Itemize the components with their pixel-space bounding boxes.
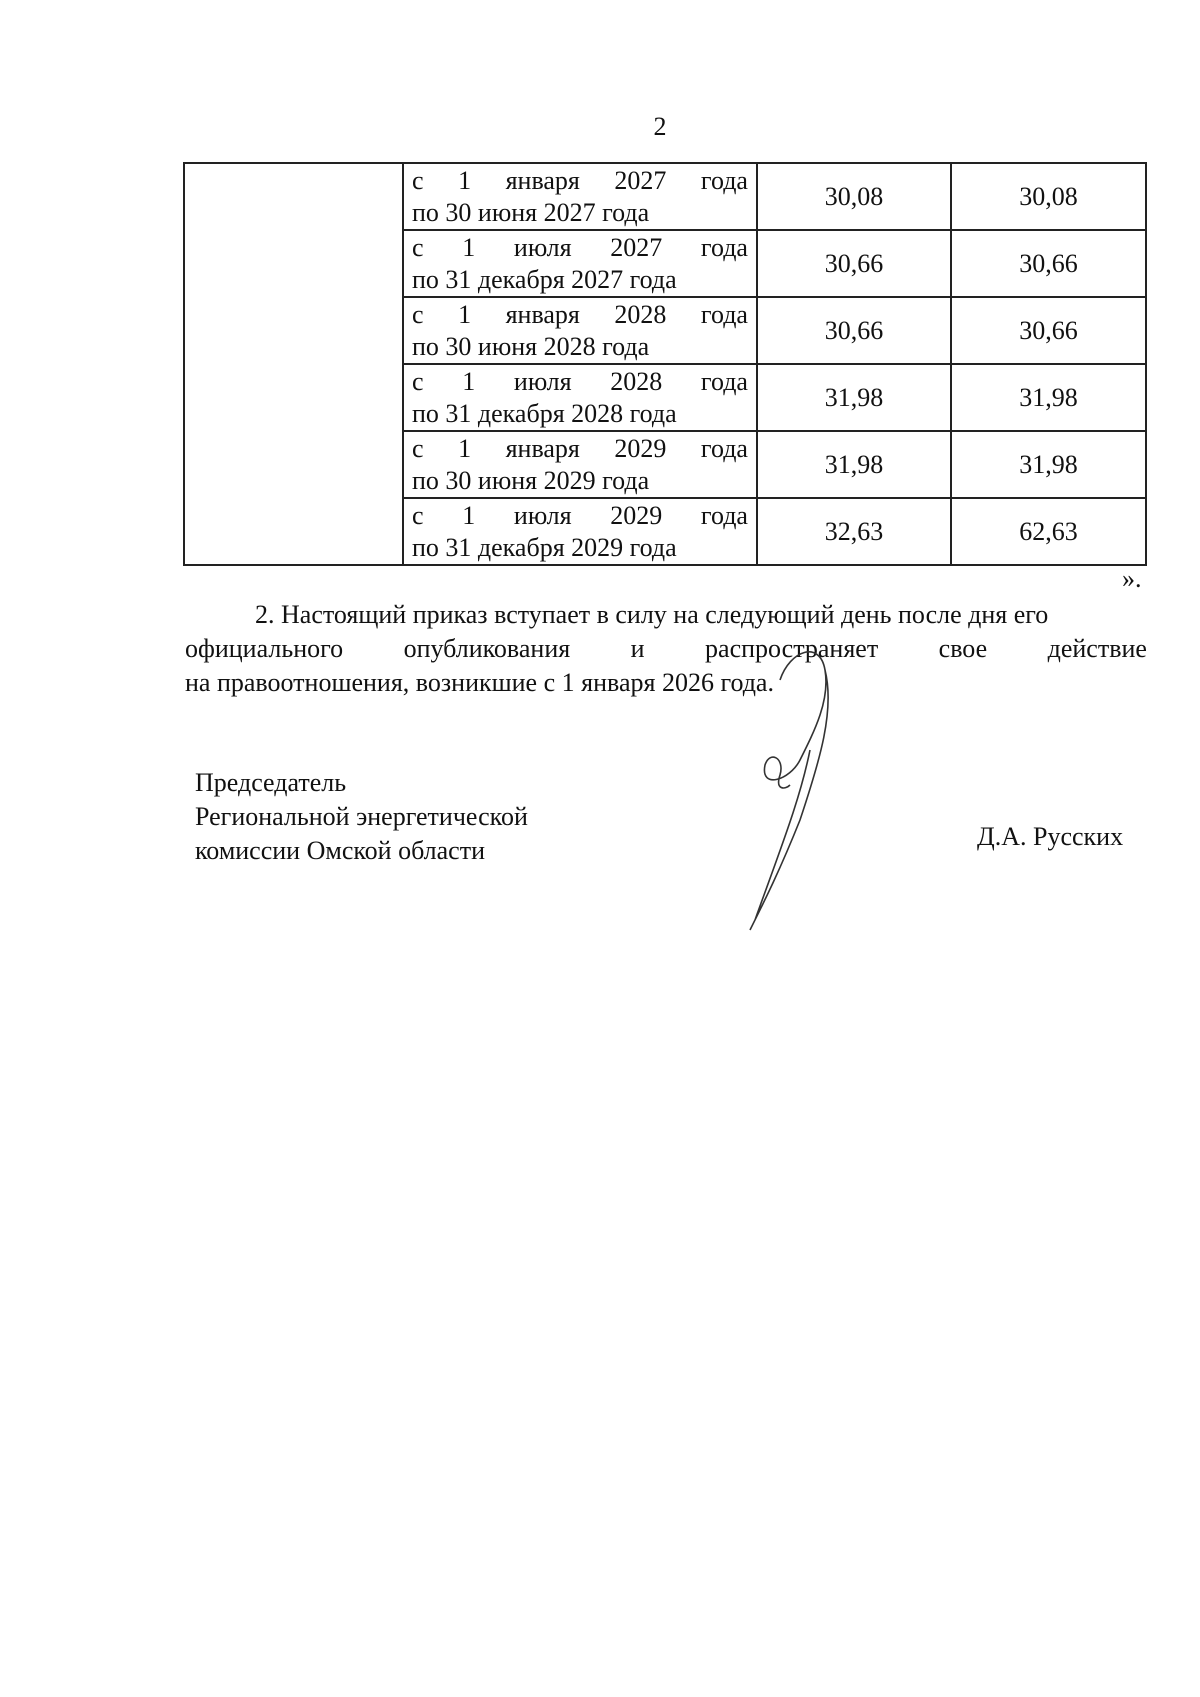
paragraph-line-2 xyxy=(185,632,1147,666)
tariff-value-2: 31,98 xyxy=(951,431,1146,498)
closing-quote: ». xyxy=(1122,564,1142,593)
period-start-word: 2029 xyxy=(614,433,667,463)
period-start xyxy=(412,165,748,197)
paragraph-word: свое xyxy=(938,634,988,663)
tariff-value-1: 32,63 xyxy=(757,498,951,565)
tariff-value-2: 30,08 xyxy=(951,163,1146,230)
tariff-value-1: 30,66 xyxy=(757,230,951,297)
period-start-word: 1 xyxy=(462,366,476,396)
period-start-word: 2027 xyxy=(614,165,667,195)
paragraph-line-1: 2. Настоящий приказ вступает в силу на следующий день после дня его xyxy=(255,600,1049,629)
period-end: по 30 июня 2029 года xyxy=(412,465,650,495)
tariff-table xyxy=(183,162,1147,566)
period-start-word: года xyxy=(700,433,748,463)
period-cell xyxy=(403,163,757,230)
period-cell xyxy=(403,230,757,297)
period-cell xyxy=(403,431,757,498)
period-start-word: года xyxy=(700,366,748,396)
period-start-word: января xyxy=(505,433,580,463)
tariff-value-1: 30,08 xyxy=(757,163,951,230)
period-start-word: с xyxy=(412,165,424,195)
period-start-word: января xyxy=(505,165,580,195)
signatory-title-line-1: Председатель xyxy=(195,768,347,797)
period-start-word: июля xyxy=(513,366,572,396)
tariff-value-1: 31,98 xyxy=(757,431,951,498)
paragraph-word: действие xyxy=(1047,634,1147,663)
period-start-word: 1 xyxy=(458,299,472,329)
effective-date-paragraph xyxy=(185,598,1147,700)
period-start-word: 1 xyxy=(462,232,476,262)
period-start-word: 2028 xyxy=(610,366,663,396)
period-start-word: года xyxy=(700,232,748,262)
period-start xyxy=(412,366,748,398)
period-start-word: с xyxy=(412,232,424,262)
paragraph-word: распространяет xyxy=(705,634,879,663)
period-end: по 31 декабря 2028 года xyxy=(412,398,677,428)
period-start-word: июля xyxy=(513,500,572,530)
period-cell xyxy=(403,364,757,431)
table-row xyxy=(184,163,1146,230)
period-start-word: года xyxy=(700,299,748,329)
period-start xyxy=(412,433,748,465)
period-end: по 31 декабря 2027 года xyxy=(412,264,677,294)
signatory-title-line-2: Региональной энергетической xyxy=(195,802,528,831)
paragraph-word: и xyxy=(630,634,645,663)
period-start-word: июля xyxy=(513,232,572,262)
period-end: по 30 июня 2028 года xyxy=(412,331,650,361)
period-cell xyxy=(403,297,757,364)
period-cell xyxy=(403,498,757,565)
period-end: по 30 июня 2027 года xyxy=(412,197,650,227)
period-start-word: с xyxy=(412,299,424,329)
period-start-word: с xyxy=(412,366,424,396)
tariff-value-1: 31,98 xyxy=(757,364,951,431)
tariff-value-1: 30,66 xyxy=(757,297,951,364)
period-start xyxy=(412,232,748,264)
signatory-title xyxy=(195,766,528,868)
tariff-value-2: 62,63 xyxy=(951,498,1146,565)
period-start-word: с xyxy=(412,500,424,530)
paragraph-word: официального xyxy=(185,634,344,663)
period-start-word: 1 xyxy=(462,500,476,530)
paragraph-word: опубликования xyxy=(403,634,571,663)
paragraph-line-3: на правоотношения, возникшие с 1 января 2026 года. xyxy=(185,668,774,697)
period-start-word: 2027 xyxy=(610,232,663,262)
page-number: 2 xyxy=(653,112,667,141)
period-start-word: года xyxy=(700,165,748,195)
handwritten-signature xyxy=(720,640,880,940)
period-start-word: 1 xyxy=(458,433,472,463)
tariff-value-2: 30,66 xyxy=(951,230,1146,297)
signatory-name: Д.А. Русских xyxy=(977,822,1124,851)
table-body xyxy=(184,163,1146,565)
period-start-word: января xyxy=(505,299,580,329)
period-start-word: 2028 xyxy=(614,299,667,329)
period-start xyxy=(412,299,748,331)
tariff-value-2: 31,98 xyxy=(951,364,1146,431)
period-start-word: 2029 xyxy=(610,500,663,530)
period-end: по 31 декабря 2029 года xyxy=(412,532,677,562)
period-start-word: года xyxy=(700,500,748,530)
tariff-value-2: 30,66 xyxy=(951,297,1146,364)
period-start-word: с xyxy=(412,433,424,463)
period-start-word: 1 xyxy=(458,165,472,195)
signatory-title-line-3: комиссии Омской области xyxy=(195,836,485,865)
period-start xyxy=(412,500,748,532)
empty-first-column-cell xyxy=(184,163,403,565)
